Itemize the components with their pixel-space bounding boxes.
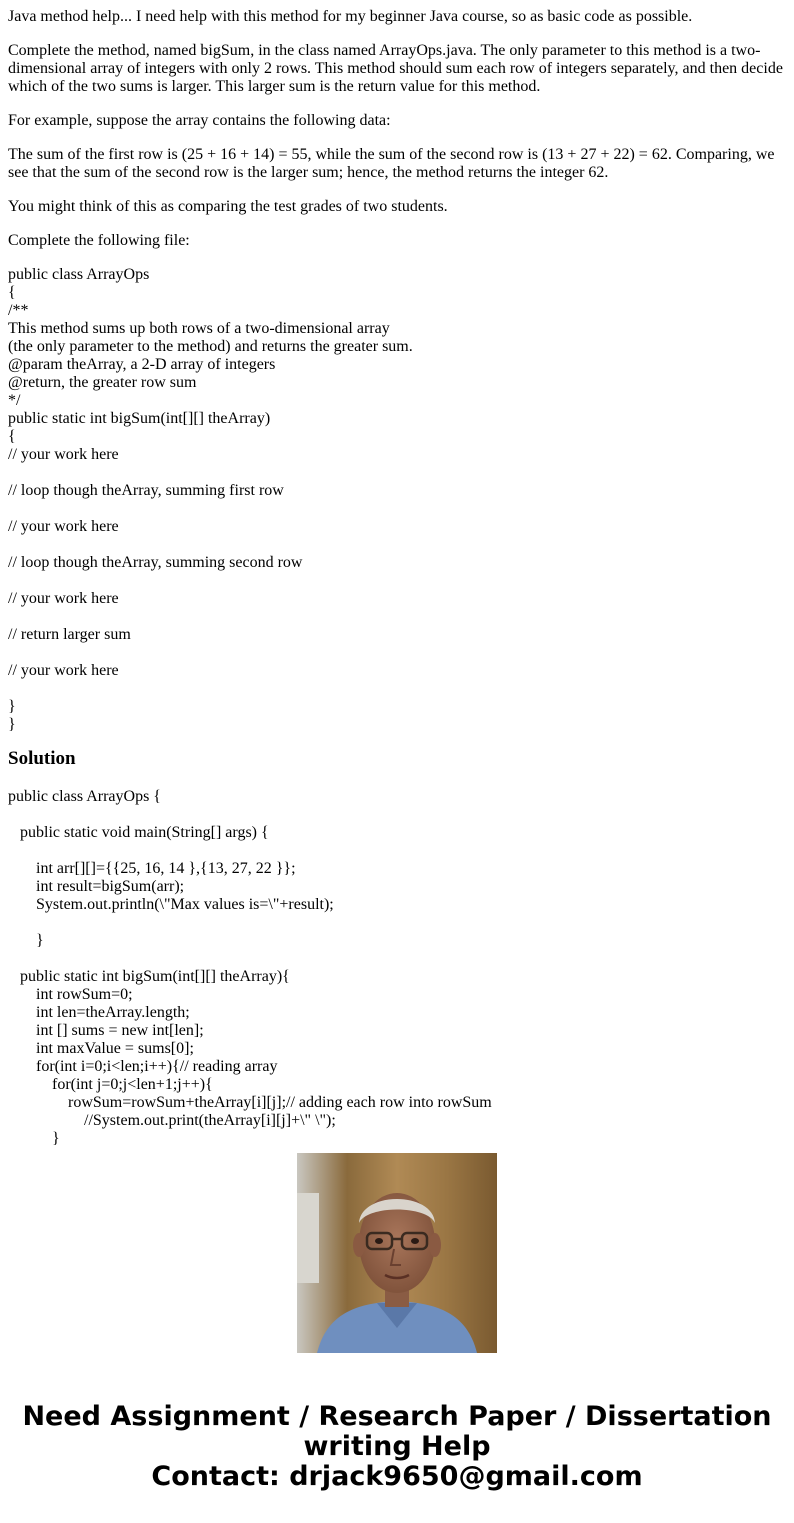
- template-line: [8, 644, 786, 662]
- example-intro: For example, suppose the array contains the following data:: [8, 112, 391, 129]
- code-line: for(int i=0;i<len;i++){// reading array: [8, 1058, 278, 1075]
- question-intro: Java method help... I need help with this method for my beginner Java course, so as basic code as possible.: [8, 8, 693, 25]
- template-line: public static int bigSum(int[][] theArray): [8, 410, 271, 427]
- template-line: {: [8, 428, 16, 445]
- template-code: [8, 266, 786, 734]
- code-line: int [] sums = new int[len];: [8, 1022, 204, 1039]
- template-line: /**: [8, 302, 29, 319]
- code-line: int arr[][]={{25, 16, 14 },{13, 27, 22 }};: [8, 860, 296, 877]
- complete-prompt: Complete the following file:: [8, 232, 190, 249]
- template-line: [8, 608, 786, 626]
- analogy-text: You might think of this as comparing the test grades of two students.: [8, 198, 448, 215]
- template-line: [8, 680, 786, 698]
- template-line: [8, 536, 786, 554]
- template-line: (the only parameter to the method) and returns the greater sum.: [8, 338, 413, 355]
- code-line: rowSum=rowSum+theArray[i][j];// adding each row into rowSum: [8, 1094, 492, 1111]
- template-line: // return larger sum: [8, 626, 131, 643]
- template-line: @param theArray, a 2-D array of integers: [8, 356, 276, 373]
- template-line: */: [8, 392, 21, 409]
- code-line: [8, 806, 786, 824]
- template-line: @return, the greater row sum: [8, 374, 197, 391]
- code-line: for(int j=0;j<len+1;j++){: [8, 1076, 213, 1093]
- code-line: [8, 950, 786, 968]
- author-avatar: [297, 1153, 497, 1353]
- code-line: public static int bigSum(int[][] theArray){: [8, 968, 290, 985]
- template-line: }: [8, 716, 16, 733]
- code-line: [8, 842, 786, 860]
- code-line: int result=bigSum(arr);: [8, 878, 185, 895]
- template-line: [8, 572, 786, 590]
- code-line: int maxValue = sums[0];: [8, 1040, 194, 1057]
- code-line: int rowSum=0;: [8, 986, 133, 1003]
- code-line: public static void main(String[] args) {: [8, 824, 269, 841]
- template-line: This method sums up both rows of a two-dimensional array: [8, 320, 390, 337]
- template-line: // your work here: [8, 446, 119, 463]
- template-line: // loop though theArray, summing first row: [8, 482, 284, 499]
- template-line: // loop though theArray, summing second row: [8, 554, 303, 571]
- code-line: }: [8, 932, 44, 949]
- code-line: }: [8, 1130, 60, 1147]
- author-photo: [297, 1153, 497, 1353]
- template-line: }: [8, 698, 16, 715]
- template-line: // your work here: [8, 518, 119, 535]
- template-line: // your work here: [8, 662, 119, 679]
- code-line: public class ArrayOps {: [8, 788, 161, 805]
- template-line: public class ArrayOps: [8, 266, 150, 283]
- code-line: //System.out.print(theArray[i][j]+\" \");: [8, 1112, 336, 1129]
- template-line: {: [8, 284, 16, 301]
- footer-line-1: Need Assignment / Research Paper / Dissertation: [22, 1401, 772, 1432]
- example-explanation: The sum of the first row is (25 + 16 + 14) = 55, while the sum of the second row is (13 + 27 + 22) = 62. Comparing, we see that the sum of the second row is the larger sum; hence, the method returns the integer 62.: [8, 146, 775, 181]
- template-line: [8, 500, 786, 518]
- footer-banner: [0, 1402, 794, 1492]
- code-line: System.out.println(\"Max values is=\"+result);: [8, 896, 334, 913]
- code-line: int len=theArray.length;: [8, 1004, 190, 1021]
- template-line: [8, 464, 786, 482]
- solution-heading: Solution: [8, 748, 76, 769]
- question-description: Complete the method, named bigSum, in the class named ArrayOps.java. The only parameter to this method is a two-dimensional array of integers with only 2 rows. This method should sum each row of integers separately, and then decide which of the two sums is larger. This larger sum is the return value for this method.: [8, 42, 783, 95]
- template-line: // your work here: [8, 590, 119, 607]
- code-line: [8, 914, 786, 932]
- document-content: [8, 8, 786, 1147]
- footer-contact: Contact: drjack9650@gmail.com: [151, 1461, 643, 1492]
- solution-code: [8, 788, 786, 1148]
- footer-line-2: writing Help: [303, 1431, 491, 1462]
